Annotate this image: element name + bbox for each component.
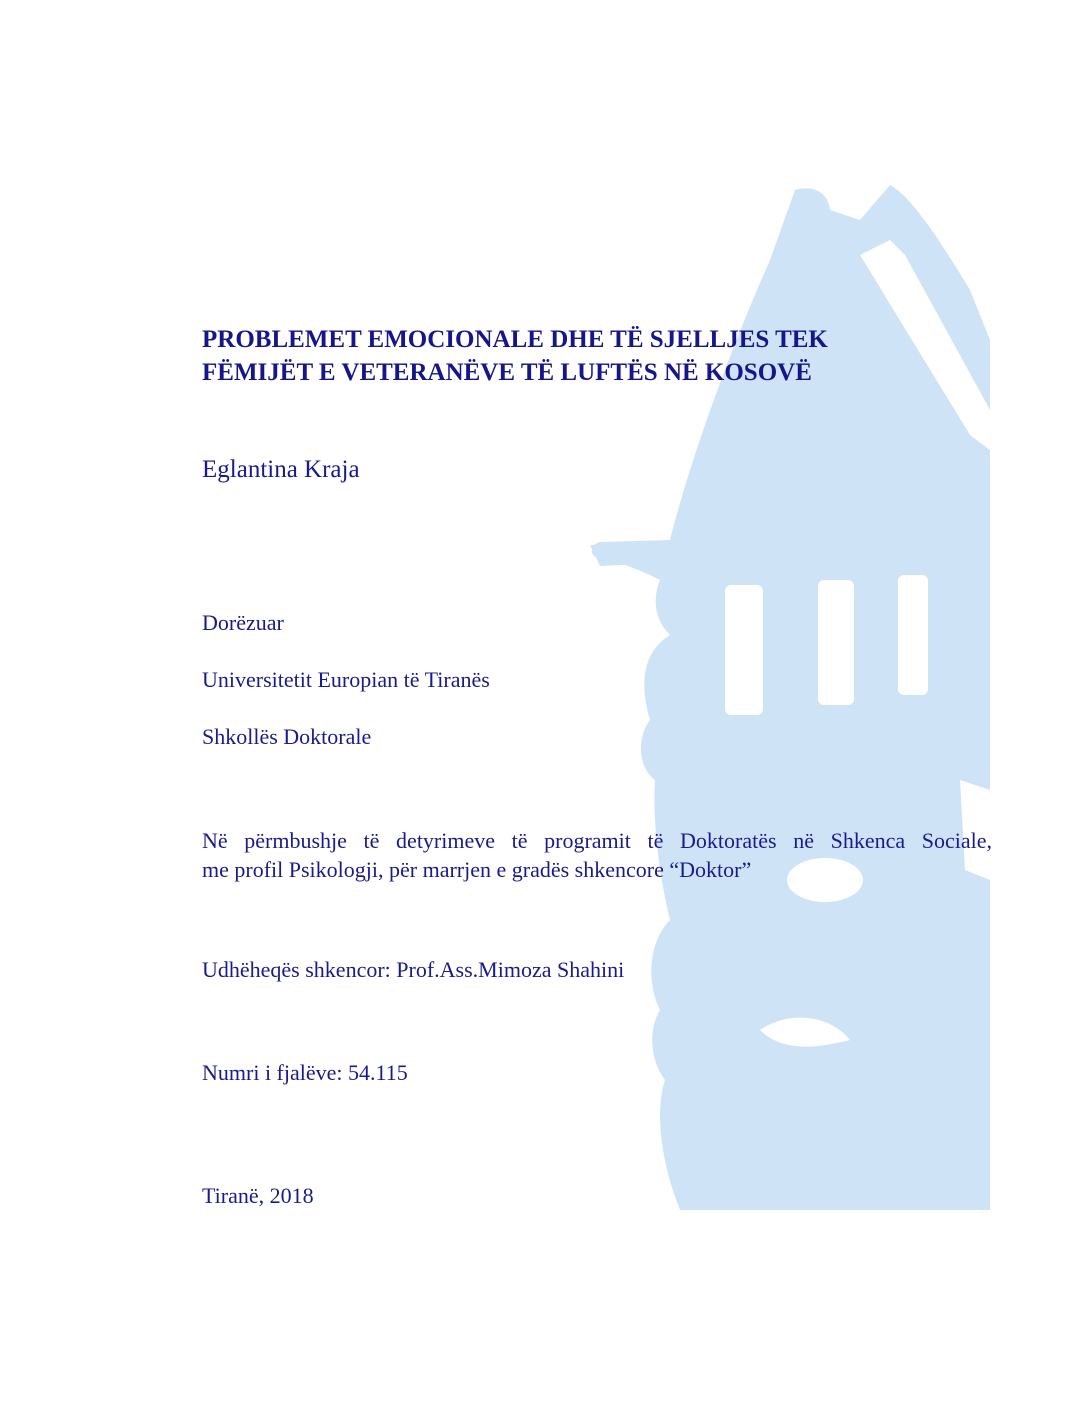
fulfilment-line-1: Në përmbushje të detyrimeve të programit të Doktoratës në Shkenca Sociale, (202, 828, 992, 853)
author-name: Eglantina Kraja (202, 456, 360, 483)
university-name: Universitetit Europian të Tiranës (202, 667, 490, 692)
fulfilment-line-2: me profil Psikologji, për marrjen e gradës shkencore “Doktor” (202, 857, 752, 882)
fulfilment-statement (202, 826, 992, 884)
thesis-title-line-1: PROBLEMET EMOCIONALE DHE TË SJELLJES TEK (202, 326, 828, 353)
supervisor-line: Udhëheqës shkencor: Prof.Ass.Mimoza Shahini (202, 957, 625, 982)
thesis-title-line-2: FËMIJËT E VETERANËVE TË LUFTËS NË KOSOVË (202, 359, 812, 386)
submitted-label: Dorëzuar (202, 610, 284, 635)
thesis-title (202, 323, 828, 389)
doctoral-school-name: Shkollës Doktorale (202, 724, 372, 749)
word-count: Numri i fjalëve: 54.115 (202, 1060, 408, 1085)
place-and-year: Tiranë, 2018 (202, 1183, 314, 1208)
